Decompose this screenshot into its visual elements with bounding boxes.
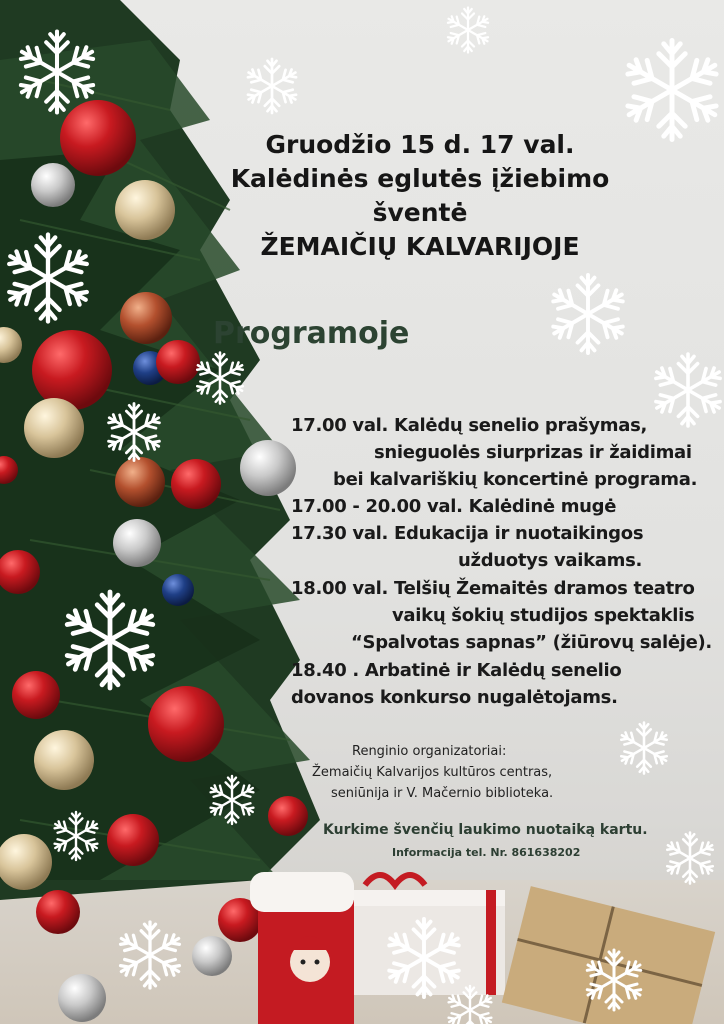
- organizers-line: seniūnija ir V. Mačernio biblioteka.: [331, 786, 554, 801]
- section-title: Programoje: [213, 316, 410, 351]
- program-line: užduotys vaikams.: [458, 550, 643, 571]
- program-line: “Spalvotas sapnas” (žiūrovų salėje).: [351, 632, 712, 653]
- program-line: 17.00 val. Kalėdų senelio prašymas,: [291, 415, 648, 436]
- program-line: dovanos konkurso nugalėtojams.: [291, 687, 618, 708]
- program-line: 17.00 - 20.00 val. Kalėdinė mugė: [291, 496, 617, 517]
- program-line: vaikų šokių studijos spektaklis: [392, 605, 695, 626]
- organizers-line: Žemaičių Kalvarijos kultūros centras,: [312, 765, 553, 780]
- event-name-2: šventė: [372, 198, 468, 227]
- event-title: [210, 128, 630, 264]
- program-line: snieguolės siurprizas ir žaidimai: [374, 442, 692, 463]
- christmas-stocking-icon: [250, 872, 354, 1024]
- program-line: bei kalvariškių koncertinė programa.: [333, 469, 698, 490]
- event-name: Kalėdinės eglutės įžiebimo: [230, 164, 610, 193]
- contact-info: Informacija tel. Nr. 861638202: [392, 846, 581, 859]
- program-line: 18.00 val. Telšių Žemaitės dramos teatro: [291, 578, 695, 599]
- organizers-heading: Renginio organizatoriai:: [352, 744, 507, 759]
- motto: Kurkime švenčių laukimo nuotaiką kartu.: [323, 822, 648, 838]
- event-location: ŽEMAIČIŲ KALVARIJOJE: [260, 232, 580, 261]
- program-line: 18.40 . Arbatinė ir Kalėdų senelio: [291, 660, 622, 681]
- event-date: Gruodžio 15 d. 17 val.: [265, 130, 575, 159]
- program-line: 17.30 val. Edukacija ir nuotaikingos: [291, 523, 644, 544]
